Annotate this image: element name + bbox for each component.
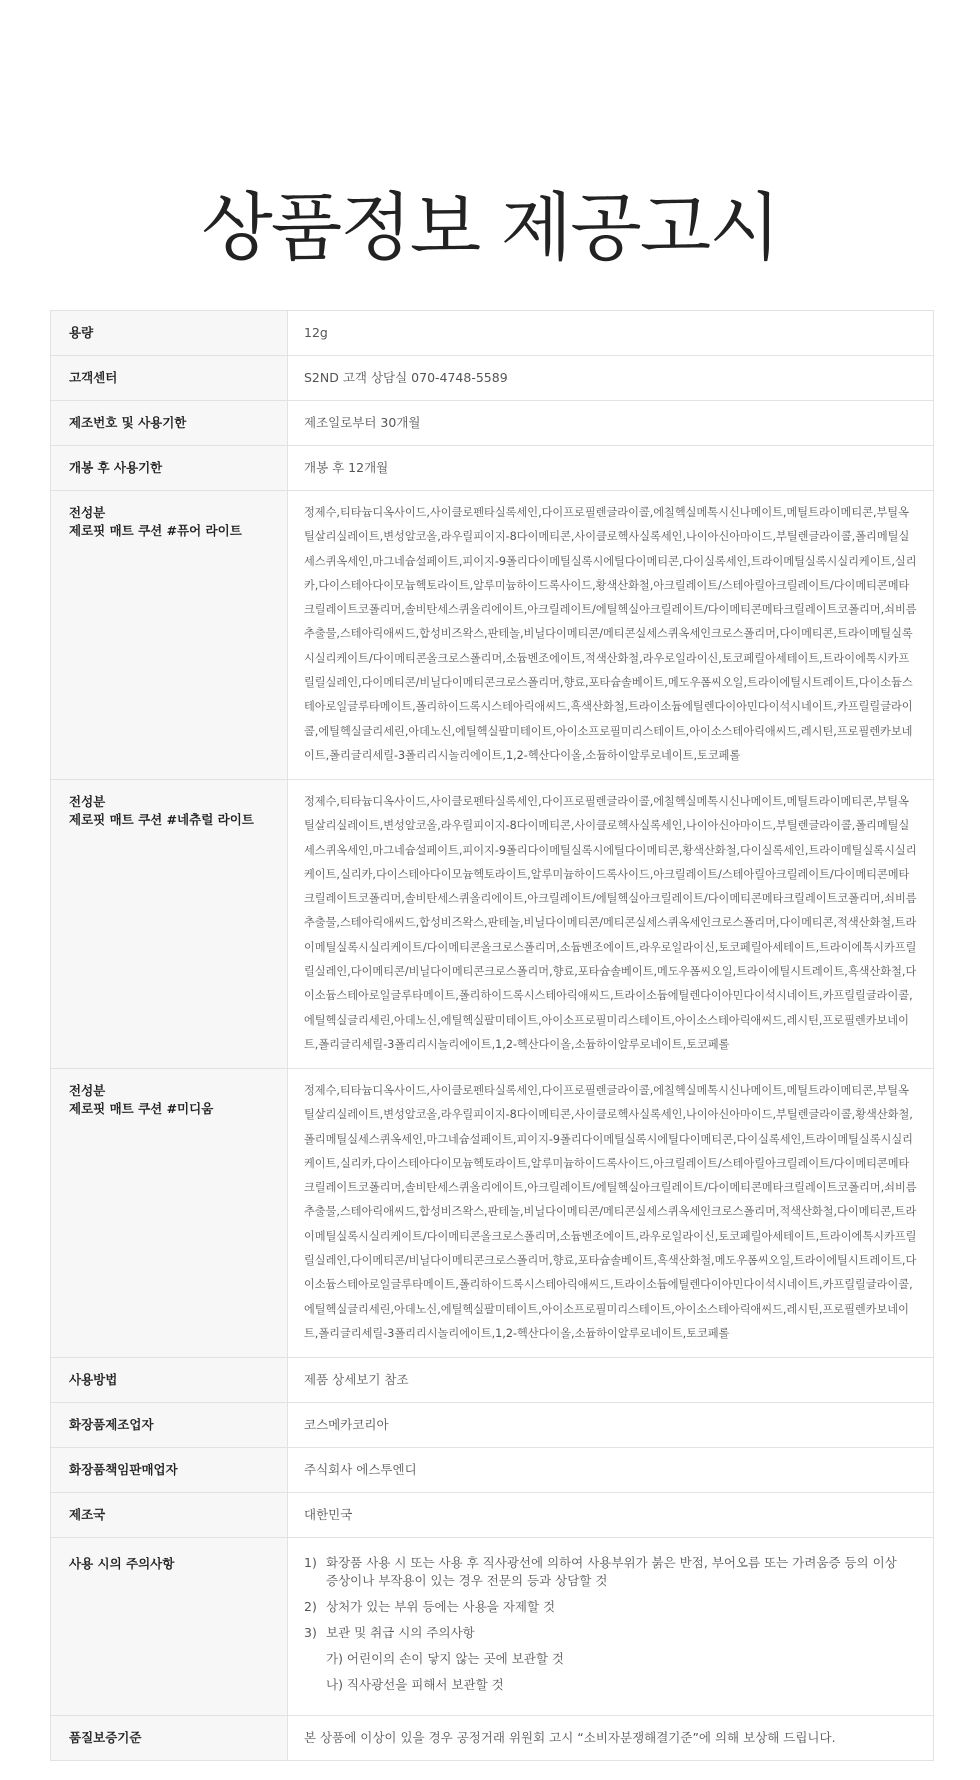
- row-value-manufacturer: 코스메카코리아: [288, 1403, 934, 1448]
- row-value-distributor: 주식회사 에스투엔디: [288, 1448, 934, 1493]
- table-row: [51, 446, 934, 491]
- table-row: [51, 1069, 934, 1358]
- row-value-cautions: [288, 1538, 934, 1716]
- caution-item: [304, 1624, 917, 1694]
- row-value-volume: 12g: [288, 311, 934, 356]
- row-label-usage: 사용방법: [51, 1358, 288, 1403]
- row-label-customer-center: 고객센터: [51, 356, 288, 401]
- table-row: [51, 311, 934, 356]
- table-row: [51, 1358, 934, 1403]
- caution-item: [304, 1554, 917, 1590]
- caution-text: 화장품 사용 시 또는 사용 후 직사광선에 의하여 사용부위가 붉은 반점, 부어오름 또는 가려움증 등의 이상: [326, 1555, 897, 1570]
- row-label-ingredients-medium: 전성분 제로핏 매트 쿠션 #미디움: [51, 1069, 288, 1358]
- caution-text-continued: 증상이나 부작용이 있는 경우 전문의 등과 상담할 것: [326, 1573, 608, 1588]
- row-label-manufacturer: 화장품제조업자: [51, 1403, 288, 1448]
- table-row: [51, 1403, 934, 1448]
- row-value-customer-center: S2ND 고객 상담실 070-4748-5589: [288, 356, 934, 401]
- row-label-cautions: 사용 시의 주의사항: [51, 1538, 288, 1716]
- row-value-country: 대한민국: [288, 1493, 934, 1538]
- table-row: [51, 1716, 934, 1761]
- row-label-ingredients-pure-light: 전성분 제로핏 매트 쿠션 #퓨어 라이트: [51, 491, 288, 780]
- page-title: 상품정보 제공고시: [201, 185, 779, 271]
- table-row: [51, 356, 934, 401]
- row-label-expiry: 제조번호 및 사용기한: [51, 401, 288, 446]
- table-row: [51, 1448, 934, 1493]
- caution-number: 1): [304, 1555, 317, 1570]
- row-label-quality: 품질보증기준: [51, 1716, 288, 1761]
- row-value-after-open: 개봉 후 12개월: [288, 446, 934, 491]
- caution-text: 상처가 있는 부위 등에는 사용을 자제할 것: [326, 1599, 556, 1614]
- cautions-list: [304, 1554, 917, 1694]
- caution-item: [304, 1598, 917, 1616]
- row-value-ingredients-pure-light: 정제수,티타늄디옥사이드,사이클로펜타실록세인,다이프로필렌글라이콜,에칠헥실메톡시신나메이트,메틸트라이메티콘,부틸옥틸살리실레이트,변성알코올,라우릴피이지-8다이메티콘,사이클로헥사실록세인,나이아신아마이드,부틸렌글라이콜,폴리메틸실세스퀴옥세인,마그네슘설페이트,피이지-9폴리다이메틸실록시에틸다이메티콘,다이실록세인,트라이메틸실록시실리케이트,실리카,다이스테아다이모늄헥토라이트,알루미늄하이드록사이드,황색산화철,아크릴레이트/스테아릴아크릴레이트/다이메티콘메타크릴레이트코폴리머,솔비탄세스퀴올리에이트,아크릴레이트/에틸헥실아크릴레이트/다이메티콘메타크릴레이트코폴리머,쇠비름추출물,스테아릭애씨드,합성비즈왁스,판테놀,비닐다이메티콘/메티콘실세스퀴옥세인크로스폴리머,다이메티콘,트라이메틸실록시실리케이트/다이메티콘올크로스폴리머,소듐벤조에이트,적색산화철,라우로일라이신,토코페릴아세테이트,트라이에톡시카프릴릴실레인,다이메티콘/비닐다이메티콘크로스폴리머,향료,포타슘솔베이트,메도우폼씨오일,트라이에틸시트레이트,다이소듐스테아로일글루타메이트,폴리하이드록시스테아릭애씨드,흑색산화철,트라이소듐에틸렌다이아민다이석시네이트,카프릴릴글라이콜,에틸헥실글리세린,아데노신,에틸헥실팔미테이트,아이소프로필미리스테이트,아이소스테아릭애씨드,레시틴,프로필렌카보네이트,폴리글리세릴-3폴리리시놀리에이트,1,2-헥산다이올,소듐하이알루로네이트,토코페롤: [288, 491, 934, 780]
- row-value-ingredients-natural-light: 정제수,티타늄디옥사이드,사이클로펜타실록세인,다이프로필렌글라이콜,에칠헥실메톡시신나메이트,메틸트라이메티콘,부틸옥틸살리실레이트,변성알코올,라우릴피이지-8다이메티콘,사이클로헥사실록세인,나이아신아마이드,부틸렌글라이콜,폴리메틸실세스퀴옥세인,마그네슘설페이트,피이지-9폴리다이메틸실록시에틸다이메티콘,황색산화철,다이실록세인,트라이메틸실록시실리케이트,실리카,다이스테아다이모늄헥토라이트,알루미늄하이드록사이드,아크릴레이트/스테아릴아크릴레이트/다이메티콘메타크릴레이트코폴리머,솔비탄세스퀴올리에이트,아크릴레이트/에틸헥실아크릴레이트/다이메티콘메타크릴레이트코폴리머,쇠비름추출물,스테아릭애씨드,합성비즈왁스,판테놀,비닐다이메티콘/메티콘실세스퀴옥세인크로스폴리머,다이메티콘,적색산화철,트라이메틸실록시실리케이트/다이메티콘올크로스폴리머,소듐벤조에이트,라우로일라이신,토코페릴아세테이트,트라이에톡시카프릴릴실레인,다이메티콘/비닐다이메티콘크로스폴리머,향료,포타슘솔베이트,메도우폼씨오일,트라이에틸시트레이트,흑색산화철,다이소듐스테아로일글루타메이트,폴리하이드록시스테아릭애씨드,트라이소듐에틸렌다이아민다이석시네이트,카프릴릴글라이콜,에틸헥실글리세린,아데노신,에틸헥실팔미테이트,아이소프로필미리스테이트,아이소스테아릭애씨드,레시틴,프로필렌카보네이트,폴리글리세릴-3폴리리시놀리에이트,1,2-헥산다이올,소듐하이알루로네이트,토코페롤: [288, 780, 934, 1069]
- table-row: [51, 780, 934, 1069]
- row-label-distributor: 화장품책임판매업자: [51, 1448, 288, 1493]
- caution-subitem: 가) 어린이의 손이 닿지 않는 곳에 보관할 것: [326, 1651, 564, 1666]
- table-row: [51, 1493, 934, 1538]
- caution-text: 보관 및 취급 시의 주의사항: [326, 1625, 475, 1640]
- row-label-after-open: 개봉 후 사용기한: [51, 446, 288, 491]
- table-row: [51, 401, 934, 446]
- caution-number: 2): [304, 1599, 317, 1614]
- caution-subitem: 나) 직사광선을 피해서 보관할 것: [326, 1677, 504, 1692]
- row-value-ingredients-medium: 정제수,티타늄디옥사이드,사이클로펜타실록세인,다이프로필렌글라이콜,에칠헥실메톡시신나메이트,메틸트라이메티콘,부틸옥틸살리실레이트,변성알코올,라우릴피이지-8다이메티콘,사이클로헥사실록세인,나이아신아마이드,부틸렌글라이콜,황색산화철,폴리메틸실세스퀴옥세인,마그네슘설페이트,피이지-9폴리다이메틸실록시에틸다이메티콘,다이실록세인,트라이메틸실록시실리케이트,실리카,다이스테아다이모늄헥토라이트,알루미늄하이드록사이드,아크릴레이트/스테아릴아크릴레이트/다이메티콘메타크릴레이트코폴리머,솔비탄세스퀴올리에이트,아크릴레이트/에틸헥실아크릴레이트/다이메티콘메타크릴레이트코폴리머,쇠비름추출물,스테아릭애씨드,합성비즈왁스,판테놀,비닐다이메티콘/메티콘실세스퀴옥세인크로스폴리머,적색산화철,다이메티콘,트라이메틸실록시실리케이트/다이메티콘올크로스폴리머,소듐벤조에이트,라우로일라이신,토코페릴아세테이트,트라이에톡시카프릴릴실레인,다이메티콘/비닐다이메티콘크로스폴리머,향료,포타슘솔베이트,흑색산화철,메도우폼씨오일,트라이에틸시트레이트,다이소듐스테아로일글루타메이트,폴리하이드록시스테아릭애씨드,트라이소듐에틸렌다이아민다이석시네이트,카프릴릴글라이콜,에틸헥실글리세린,아데노신,에틸헥실팔미테이트,아이소프로필미리스테이트,아이소스테아릭애씨드,레시틴,프로필렌카보네이트,폴리글리세릴-3폴리리시놀리에이트,1,2-헥산다이올,소듐하이알루로네이트,토코페롤: [288, 1069, 934, 1358]
- row-label-country: 제조국: [51, 1493, 288, 1538]
- row-value-quality: 본 상품에 이상이 있을 경우 공정거래 위원회 고시 “소비자분쟁해결기준”에 의해 보상해 드립니다.: [288, 1716, 934, 1761]
- row-value-usage: 제품 상세보기 참조: [288, 1358, 934, 1403]
- row-label-ingredients-natural-light: 전성분 제로핏 매트 쿠션 #네츄럴 라이트: [51, 780, 288, 1069]
- table-row: [51, 1538, 934, 1716]
- row-value-expiry: 제조일로부터 30개월: [288, 401, 934, 446]
- caution-number: 3): [304, 1625, 317, 1640]
- table-row: [51, 491, 934, 780]
- row-label-volume: 용량: [51, 311, 288, 356]
- product-info-table: [50, 310, 934, 1761]
